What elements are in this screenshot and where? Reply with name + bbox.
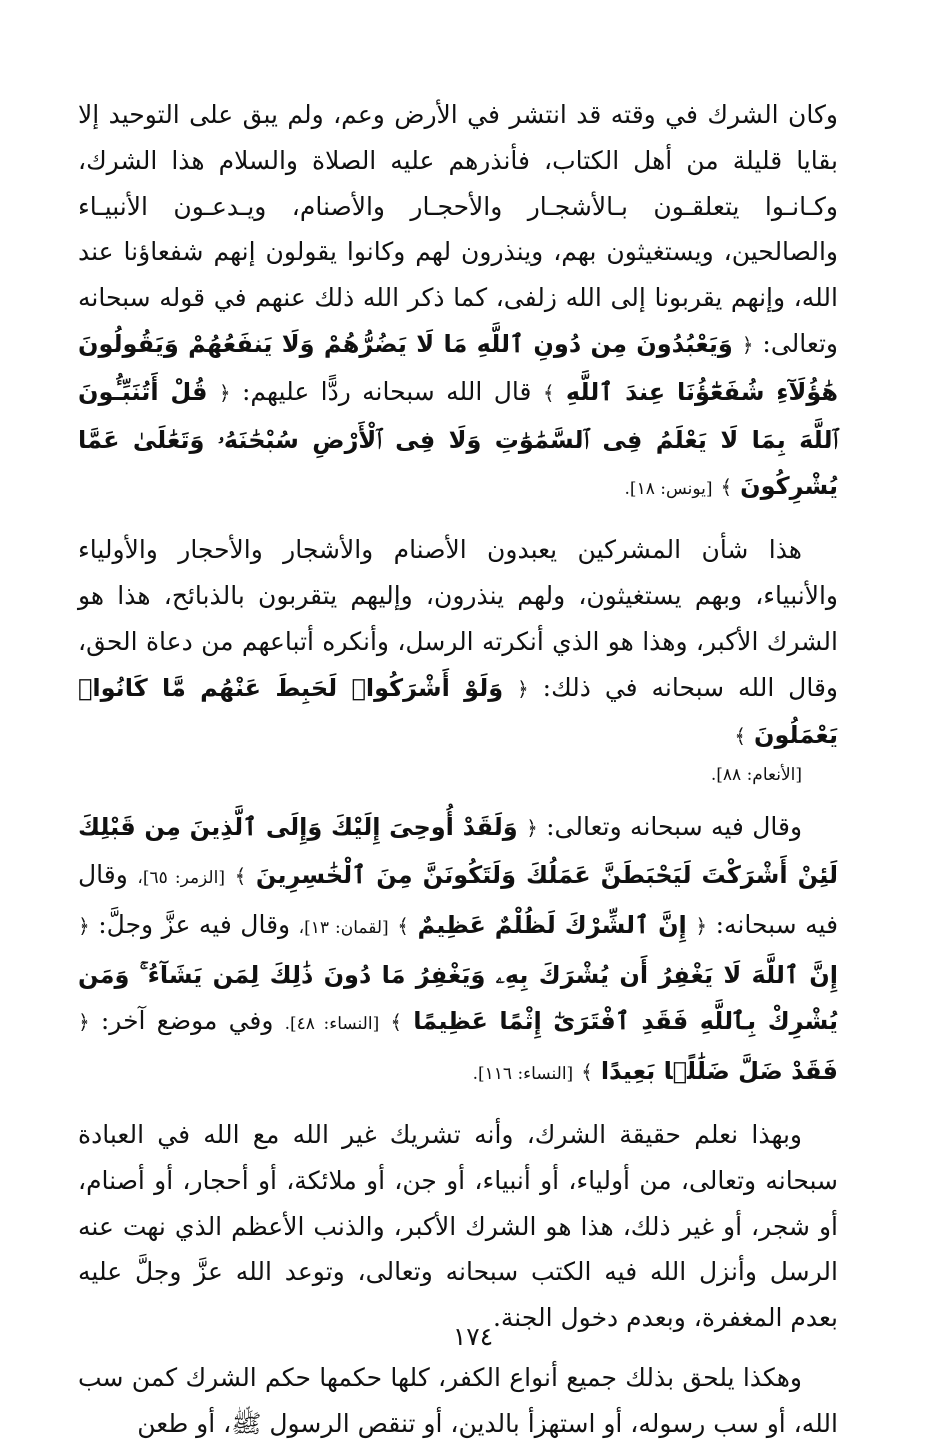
text-segment: وبهذا نعلم حقيقة الشرك، وأنه تشريك غير الله مع الله في العبادة سبحانه وتعالى، من أولياء، أو أنبياء، أو جن، أو ملائكة، أو أحجار، أو أصنام، أو شجر، أو غير ذلك، هذا هو الشرك الأكبر، والذنب الأعظم الذي نهت عنه الرسل وأنزل الله فيه الكتب سبحانه وتعالى، وتوعد الله عزَّ وجلَّ عليه بعدم المغفرة، وبعدم دخول الجنة.: [78, 1119, 838, 1333]
text-segment: وكان الشرك في وقته قد انتشر في الأرض وعم، ولم يبق على التوحيد إلا بقايا قليلة من أهل الكتاب، فأنذرهم عليه الصلاة والسلام هذا الشرك، وكـانـوا يتعلقـون بـالأشجـار والأحجـار والأصنام، ويـدعـون الأنبيـاء والصالحين، ويستغيثون بهم، وينذرون لهم وكانوا يقولون إنهم شفعاؤنا عند الله، وإنهم يقربونا إلى الله زلفى، كما ذكر الله ذلك عنهم في قوله سبحانه وتعالى:: [78, 100, 839, 358]
quran-verse: وَيَعْبُدُونَ مِن دُونِ ٱللَّهِ مَا لَا يَضُرُّهُمْ وَلَا يَنفَعُهُمْ وَيَقُولُونَ هَٰؤُلَآءِ شُفَعَٰٓؤُنَا عِندَ ٱللَّهِ: [78, 329, 839, 406]
paragraph-2: [78, 527, 838, 790]
ornament-open: ﴿: [517, 676, 529, 701]
text-segment: هذا شأن المشركين يعبدون الأصنام والأشجار والأحجار والأولياء والأنبياء، وبهم يستغيثون، ولهم ينذرون، وإليهم يتقربون بالذبائح، هذا هو الشرك الأكبر، وهذا هو الذي أنكرته الرسل، وأنكره أتباعهم من دعاة الحق، وقال الله سبحانه في ذلك:: [78, 535, 838, 702]
ornament-close: ﴾: [234, 863, 247, 888]
ornament-open: ﴿: [78, 913, 90, 938]
page-number: ١٧٤: [452, 1322, 494, 1351]
ornament-close: ﴾: [581, 1060, 593, 1085]
ornament-open: ﴿: [78, 1010, 90, 1035]
ornament-open: ﴿: [218, 380, 231, 405]
body-text: [78, 92, 838, 1447]
quran-verse: وَلَقَدْ أُوحِىَ إِلَيْكَ وَإِلَى ٱلَّذِينَ مِن قَبْلِكَ لَئِنْ أَشْرَكْتَ لَيَحْبَطَنَّ عَمَلُكَ وَلَتَكُونَنَّ مِنَ ٱلْخَٰسِرِينَ: [78, 813, 838, 889]
text-segment: وفي موضع آخر:: [100, 1006, 274, 1036]
quran-verse: إِنَّ ٱلشِّرْكَ لَظُلْمٌ عَظِيمٌ: [417, 910, 687, 939]
ornament-open: ﴿: [526, 816, 538, 841]
quran-verse: إِنَّ ٱللَّهَ لَا يَغْفِرُ أَن يُشْرَكَ بِهِۦ وَيَغْفِرُ مَا دُونَ ذَٰلِكَ لِمَن يَشَآءُ ۚ وَمَن يُشْرِكْ بِٱللَّهِ فَقَدِ ٱفْتَرَىٰٓ إِثْمًا عَظِيمًا: [78, 960, 839, 1036]
quran-verse: قُلْ أَتُنَبِّـُٔونَ ٱللَّهَ بِمَا لَا يَعْلَمُ فِى ٱلسَّمَٰوَٰتِ وَلَا فِى ٱلْأَرْضِ سُبْحَٰنَهُۥ وَتَعَٰلَىٰ عَمَّا يُشْرِكُونَ: [78, 377, 838, 501]
paragraph-4: [78, 1112, 838, 1341]
ornament-close: ﴾: [397, 913, 409, 938]
text-segment: وقال فيه عزَّ وجلَّ:: [98, 909, 291, 939]
verse-reference: [الأنعام: ٨٨].: [710, 765, 802, 786]
verse-reference: [النساء: ٤٨].: [284, 1014, 380, 1035]
text-segment: وقال فيه سبحانه:: [78, 859, 839, 939]
ornament-close: ﴾: [734, 724, 747, 749]
ornament-open: ﴿: [695, 913, 708, 938]
ornament-open: ﴿: [741, 332, 754, 357]
ornament-close: ﴾: [542, 380, 555, 405]
paragraph-1: [78, 92, 838, 513]
verse-reference: [النساء: ١١٦].: [472, 1064, 574, 1085]
text-segment: وهكذا يلحق بذلك جميع أنواع الكفر، كلها حكمها حكم الشرك كمن سب الله، أو سب رسوله، أو استهزأ بالدين، أو تنقص الرسول ﷺ، أو طعن: [78, 1362, 838, 1438]
verse-reference: [الزمر: ٦٥]،: [137, 867, 225, 888]
text-segment: قال الله سبحانه ردًّا عليهم:: [241, 376, 532, 406]
ornament-close: ﴾: [720, 475, 733, 500]
ornament-close: ﴾: [390, 1010, 403, 1035]
verse-reference: [يونس: ١٨].: [624, 479, 713, 500]
paragraph-5: [78, 1355, 838, 1447]
quran-verse: فَقَدْ ضَلَّ ضَلَٰلًۢا بَعِيدًا: [600, 1057, 838, 1086]
verse-reference: [لقمان: ١٣]،: [298, 917, 389, 938]
text-segment: وقال فيه سبحانه وتعالى:: [546, 812, 803, 842]
paragraph-3: [78, 804, 838, 1098]
quran-verse: وَلَوْ أَشْرَكُوا۟ لَحَبِطَ عَنْهُم مَّا كَانُوا۟ يَعْمَلُونَ: [78, 673, 838, 750]
